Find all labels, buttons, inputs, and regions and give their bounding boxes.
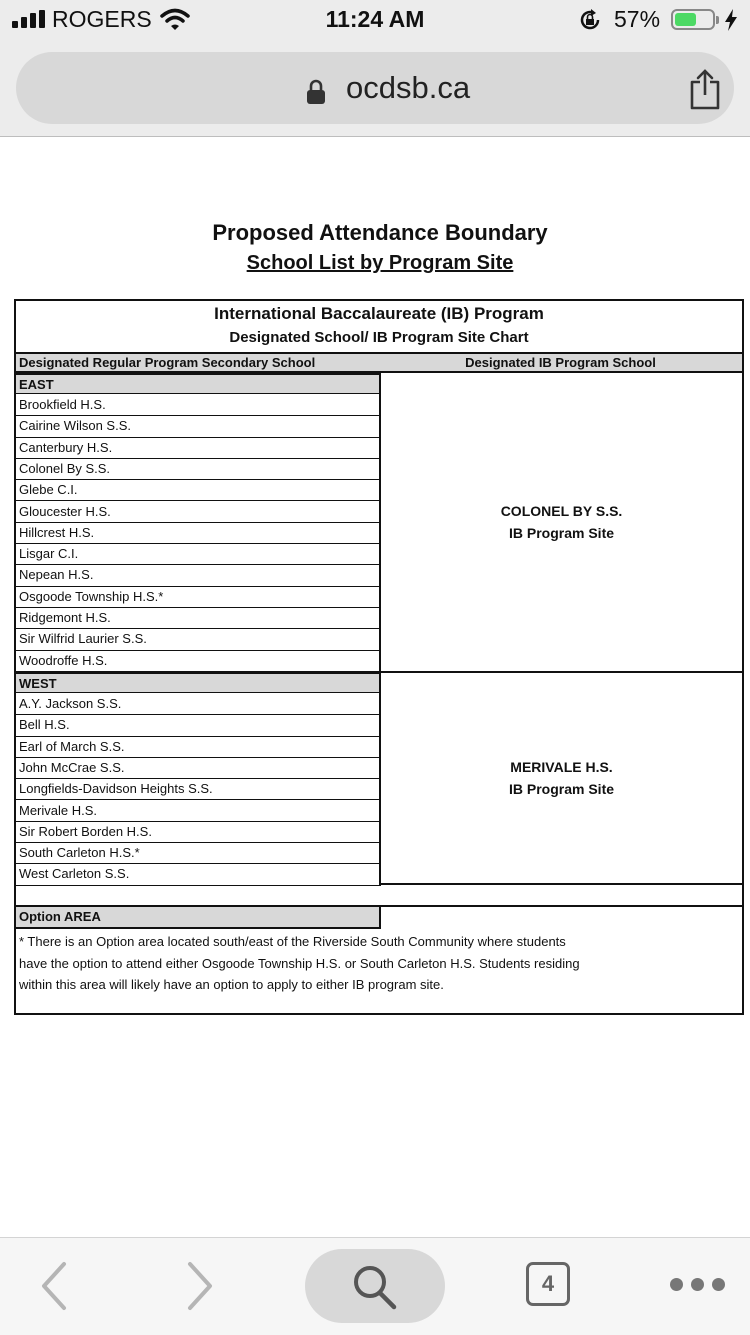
option-note-line: * There is an Option area located south/east of the Riverside South Community where students [19,934,566,949]
table-row: Canterbury H.S. [16,438,381,459]
option-note-line: within this area will likely have an option to apply to either IB program site. [19,977,444,992]
table-row: Woodroffe H.S. [16,651,381,672]
table-row: Hillcrest H.S. [16,523,381,544]
east-site-name: COLONEL BY S.S. [500,503,623,519]
table-row: Osgoode Township H.S.* [16,587,381,608]
browser-header [0,40,750,137]
more-icon[interactable] [670,1278,726,1292]
option-note-line: have the option to attend either Osgoode Township H.S. or South Carleton H.S. Students residing [19,955,580,971]
table-row: Gloucester H.S. [16,502,381,523]
share-icon[interactable] [688,68,722,110]
clock: 11:24 AM [325,6,425,32]
column-header-regular-school: Designated Regular Program Secondary School [16,352,381,373]
table-row: Glebe C.I. [16,480,381,501]
forward-arrow-icon[interactable] [184,1260,216,1312]
group-label-west: WEST [16,672,381,693]
west-ib-site [379,673,742,885]
carrier-name: ROGERS [52,6,152,32]
table-row: Earl of March S.S. [16,737,381,758]
address-bar[interactable] [16,52,734,124]
table-row: Colonel By S.S. [16,459,381,480]
table-row: A.Y. Jackson S.S. [16,694,381,715]
table-header-title: International Baccalaureate (IB) Program [214,304,544,323]
status-bar [0,0,750,40]
document-subtitle: School List by Program Site [246,252,514,274]
table-row: Sir Wilfrid Laurier S.S. [16,629,381,650]
rotation-lock-icon [578,8,602,32]
table-row: South Carleton H.S.* [16,843,381,864]
charging-bolt-icon [724,9,738,31]
url-text[interactable]: ocdsb.ca [346,70,471,105]
table-row: Nepean H.S. [16,565,381,586]
west-site-label: IB Program Site [508,781,615,797]
program-site-table [14,299,744,1015]
west-site-name: MERIVALE H.S. [510,759,613,775]
tab-count: 4 [541,1271,555,1296]
table-row: Brookfield H.S. [16,395,381,416]
table-row: Ridgemont H.S. [16,608,381,629]
option-area-note [19,931,679,996]
document-title: Proposed Attendance Boundary [212,220,548,245]
battery-percent: 57% [614,6,661,32]
table-row: Longfields-Davidson Heights S.S. [16,779,381,800]
table-spacer-row [16,885,742,907]
browser-toolbar [0,1237,750,1335]
table-row: West Carleton S.S. [16,864,381,885]
east-site-label: IB Program Site [508,525,615,541]
tabs-button[interactable] [526,1262,570,1306]
table-row: Sir Robert Borden H.S. [16,822,381,843]
search-button[interactable] [305,1249,445,1323]
east-ib-site [379,373,742,673]
column-header-ib-school: Designated IB Program School [379,352,742,373]
battery-icon [671,9,715,30]
group-label-east: EAST [16,373,381,394]
table-row: Cairine Wilson S.S. [16,416,381,437]
back-arrow-icon[interactable] [38,1260,70,1312]
search-icon [350,1263,400,1311]
table-row: John McCrae S.S. [16,758,381,779]
table-header-subtitle: Designated School/ IB Program Site Chart [229,329,529,346]
lock-icon [306,79,326,105]
table-row: Lisgar C.I. [16,544,381,565]
option-area-label: Option AREA [16,907,381,929]
table-row: Bell H.S. [16,715,381,736]
table-row: Merivale H.S. [16,801,381,822]
